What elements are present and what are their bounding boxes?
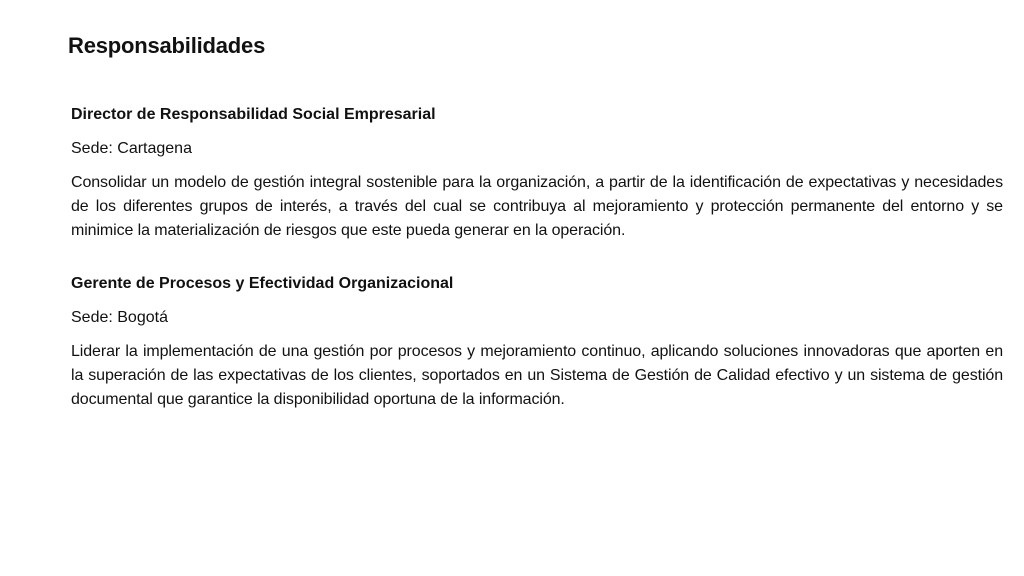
responsibilities-list <box>71 104 1003 412</box>
role-title: Director de Responsabilidad Social Empresarial <box>71 106 436 123</box>
role-section-director <box>71 104 1003 243</box>
role-description: Consolidar un modelo de gestión integral sostenible para la organización, a partir de la identificación de expectativas y necesidades de los diferentes grupos de interés, a través del cual se contribuya al mejoramiento y protección permanente del entorno y se minimice la materialización de riesgos que este pueda generar en la operación. <box>71 174 1003 239</box>
role-location: Sede: Cartagena <box>71 140 192 157</box>
role-location: Sede: Bogotá <box>71 309 168 326</box>
role-section-gerente <box>71 273 1003 412</box>
slide-title: Responsabilidades <box>68 33 266 58</box>
role-title: Gerente de Procesos y Efectividad Organizacional <box>71 275 454 292</box>
role-description: Liderar la implementación de una gestión por procesos y mejoramiento continuo, aplicando soluciones innovadoras que aporten en la superación de las expectativas de los clientes, soportados en un Sistema de Gestión de Calidad efectivo y un sistema de gestión documental que garantice la disponibilidad oportuna de la información. <box>71 343 1003 408</box>
